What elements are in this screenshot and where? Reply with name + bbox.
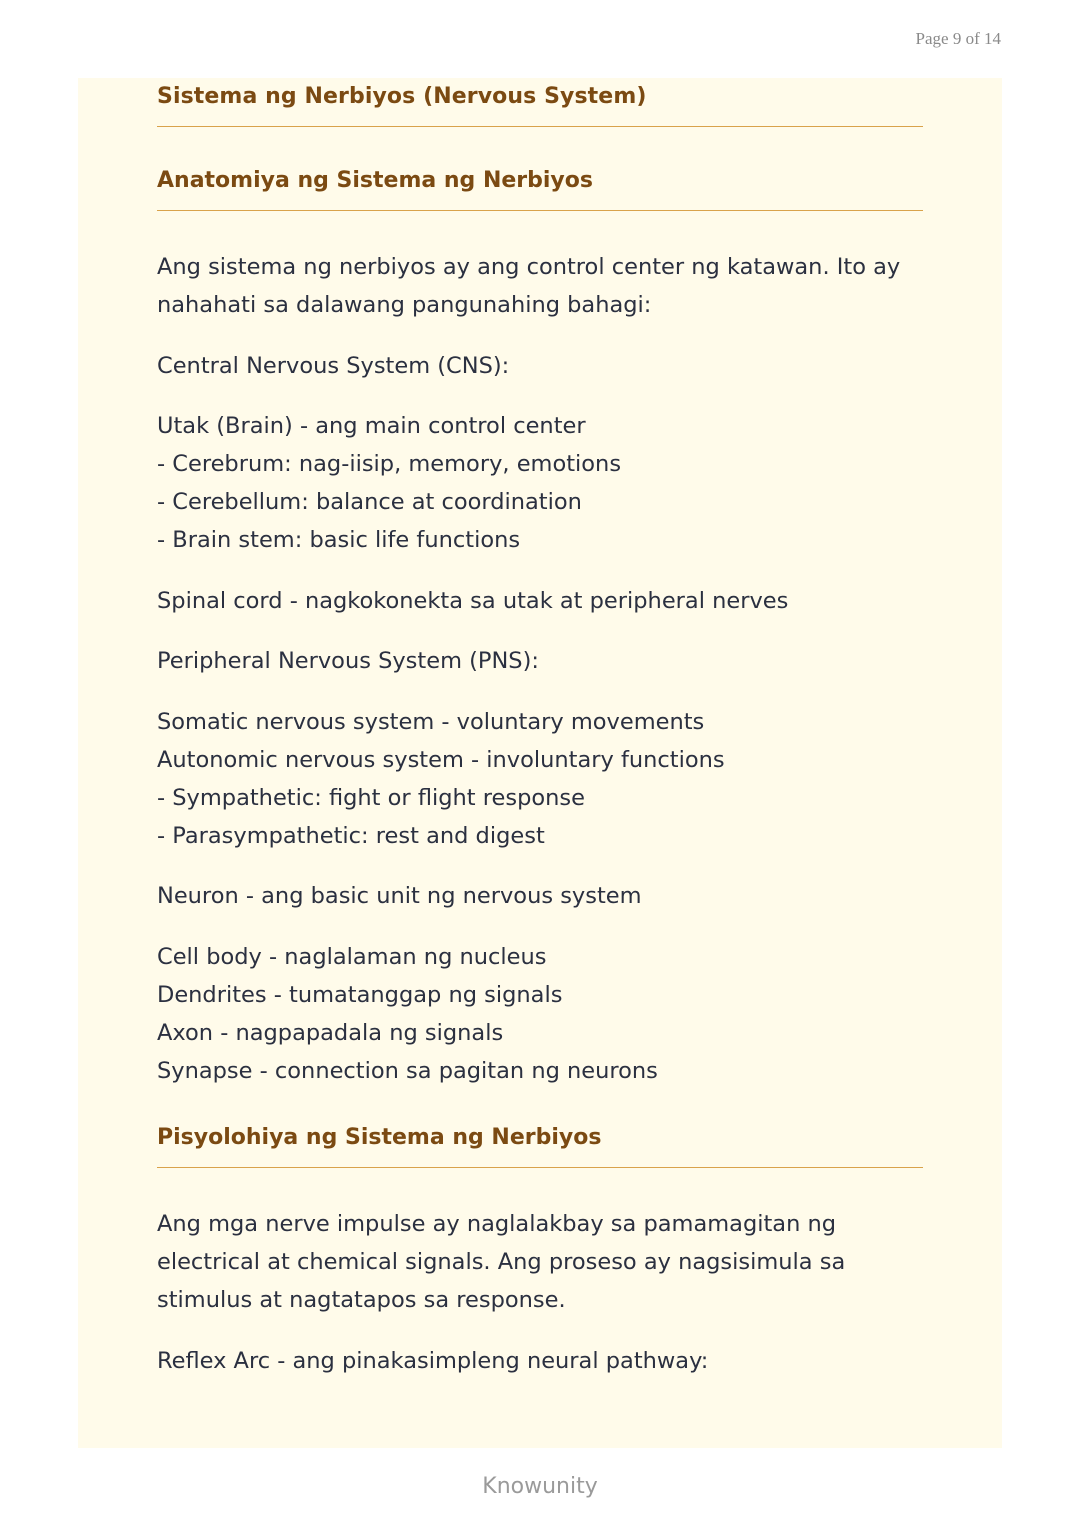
- text-line: Ang sistema ng nerbiyos ay ang control center ng katawan. Ito ay: [157, 254, 901, 280]
- section-title-divider: [157, 126, 923, 127]
- text-line: stimulus at nagtatapos sa response.: [157, 1286, 566, 1313]
- spinal-cord-line: Spinal cord - nagkokonekta sa utak at peripheral nerves: [157, 587, 789, 614]
- brain-list: [157, 408, 923, 559]
- list-item: Synapse - connection sa pagitan ng neurons: [157, 1057, 658, 1084]
- physiology-heading-divider: [157, 1167, 923, 1168]
- anatomy-heading-divider: [157, 210, 923, 211]
- list-item: - Parasympathetic: rest and digest: [157, 822, 545, 849]
- text-line: Ang mga nerve impulse ay naglalakbay sa pamamagitan ng: [157, 1211, 837, 1238]
- list-item: - Brain stem: basic life functions: [157, 526, 521, 553]
- list-item: Utak (Brain) - ang main control center: [157, 413, 586, 440]
- reflex-arc-line: Reflex Arc - ang pinakasimpleng neural pathway:: [157, 1347, 709, 1374]
- list-item: - Sympathetic: fight or flight response: [157, 784, 585, 811]
- list-item: Autonomic nervous system - involuntary functions: [157, 746, 725, 773]
- page-content: [157, 78, 923, 1381]
- physiology-intro: [157, 1206, 923, 1319]
- list-item: Somatic nervous system - voluntary movements: [157, 709, 705, 736]
- list-item: Cell body - naglalaman ng nucleus: [157, 944, 547, 971]
- footer-brand: Knowunity: [482, 1474, 598, 1499]
- text-line: electrical at chemical signals. Ang proseso ay nagsisimula sa: [157, 1249, 846, 1276]
- pns-heading: Peripheral Nervous System (PNS):: [157, 648, 539, 675]
- list-item: - Cerebellum: balance at coordination: [157, 488, 582, 515]
- neuron-line: Neuron - ang basic unit ng nervous system: [157, 883, 642, 910]
- document-page: [78, 78, 1002, 1448]
- anatomy-intro: [157, 249, 923, 325]
- pns-list: [157, 704, 923, 855]
- anatomy-heading: Anatomiya ng Sistema ng Nerbiyos: [157, 168, 593, 193]
- page-number: Page 9 of 14: [915, 29, 1001, 48]
- neuron-parts-list: [157, 939, 923, 1090]
- list-item: Dendrites - tumatanggap ng signals: [157, 981, 563, 1008]
- list-item: Axon - nagpapadala ng signals: [157, 1019, 504, 1046]
- text-line: nahahati sa dalawang pangunahing bahagi:: [157, 291, 652, 318]
- section-title: Sistema ng Nerbiyos (Nervous System): [157, 84, 647, 109]
- cns-heading: Central Nervous System (CNS):: [157, 352, 510, 379]
- list-item: - Cerebrum: nag-iisip, memory, emotions: [157, 451, 622, 478]
- physiology-heading: Pisyolohiya ng Sistema ng Nerbiyos: [157, 1125, 602, 1151]
